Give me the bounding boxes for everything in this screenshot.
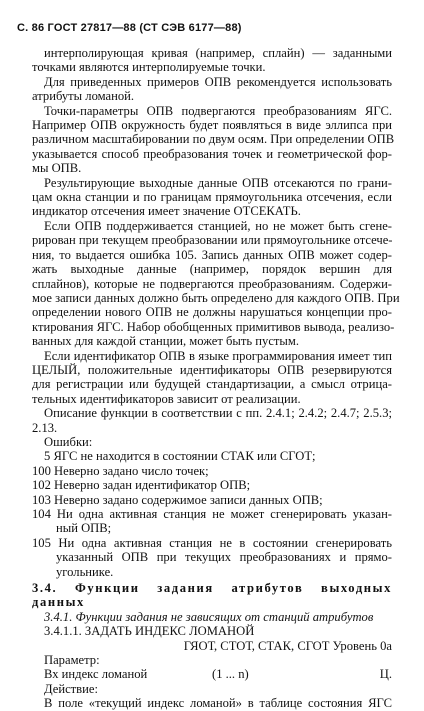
- errors-heading: Ошибки:: [44, 434, 93, 449]
- subsection-heading: 3.4.1. Функции задания не зависящих от станций атрибутов: [44, 609, 374, 624]
- error-item: 103 Неверно задано содержимое записи данных ОПВ;: [32, 492, 323, 507]
- error-item: 104 Ни одна активная станция не может сгенерировать указан-: [32, 507, 392, 521]
- error-item-continuation: ный ОПВ;: [56, 521, 112, 536]
- text-line: цам окна станции и по границам прямоугольника отсечения, если: [32, 190, 392, 205]
- text-line: жать выходные данные (например, порядок вершин для: [32, 262, 392, 277]
- text-line: 2.13.: [32, 420, 58, 435]
- text-line: Точки-параметры ОПВ подвергаются преобразованиям ЯГС.: [44, 103, 392, 118]
- text-line: атрибуты ломаной.: [32, 89, 135, 104]
- text-line: Если ОПВ поддерживается станцией, но не может быть сгене-: [44, 218, 392, 233]
- function-states-level: ГЯОТ, СТОТ, СТАК, СГОТ Уровень 0а: [183, 638, 392, 653]
- parameter-row: [32, 667, 392, 681]
- text-line: Результирующие выходные данные ОПВ отсекаются по грани-: [44, 175, 392, 190]
- section-heading-continuation: данных: [32, 595, 85, 610]
- text-line: для регистрации или будущей стандартизации, а смысл отрица-: [32, 377, 392, 392]
- error-item: 105 Ни одна активная станция не в состоянии сгенерировать: [32, 535, 392, 550]
- text-line: ЦЕЛЫЙ, положительные идентификаторы ОПВ резервируются: [32, 362, 392, 377]
- text-line: ванных для каждой станции, может быть пустым.: [32, 334, 299, 349]
- parameter-name: Вх индекс ломаной: [44, 667, 148, 682]
- page-header: С. 86 ГОСТ 27817—88 (СТ СЭВ 6177—88): [17, 22, 242, 34]
- function-title: 3.4.1.1. ЗАДАТЬ ИНДЕКС ЛОМАНОЙ: [44, 624, 255, 639]
- error-item: 102 Неверно задан идентификатор ОПВ;: [32, 478, 251, 493]
- text-line: мое записи данных должно быть определено для каждого ОПВ. При: [32, 290, 400, 305]
- error-item-continuation: угольнике.: [56, 564, 114, 579]
- text-line: мы ОПВ.: [32, 161, 82, 176]
- action-label: Действие:: [44, 681, 98, 696]
- text-line: В поле «текущий индекс ломаной» в таблице состояния ЯГС: [44, 696, 392, 711]
- text-line: ктирования ЯГС. Набор обобщенных примитивов вывода, реализо-: [32, 319, 395, 334]
- text-line: Для приведенных примеров ОПВ рекомендуется использовать: [44, 74, 392, 89]
- text-line: точками являются интерполируемые точки.: [32, 60, 266, 75]
- text-line: рирован при текущем преобразовании или прямоугольнике отсече-: [32, 233, 393, 248]
- text-line: индикатор отсечения имеет значение ОТСЕКАТЬ.: [32, 204, 301, 219]
- text-line: определении нового ОПВ не должны нарушаться концепции про-: [32, 305, 392, 320]
- page-body: [32, 46, 400, 711]
- error-item-continuation: указанный ОПВ при текущих преобразованиях и прямо-: [56, 550, 392, 565]
- text-line: Например ОПВ окружность будет появляться в виде эллипса при: [32, 118, 392, 133]
- text-line: различном масштабировании по двум осям. При определении ОПВ: [32, 132, 395, 147]
- text-line: Если идентификатор ОПВ в языке программирования имеет тип: [44, 348, 392, 363]
- section-heading: 3.4. Функции задания атрибутов выходных: [32, 581, 392, 596]
- parameter-range: (1 ... n): [212, 667, 249, 682]
- parameter-type: Ц.: [379, 667, 392, 682]
- text-line: тельных идентификаторов зависит от реализации.: [32, 391, 301, 406]
- text-line: Описание функции в соответствии с пп. 2.4.1; 2.4.2; 2.4.7; 2.5.3;: [44, 406, 392, 421]
- text-line: сплайнов), которые не подвергаются преобразованиям. Содержи-: [32, 276, 392, 291]
- error-item: 100 Неверно задано число точек;: [32, 463, 209, 478]
- text-line: указывается способ преобразования точек и геометрической фор-: [32, 146, 392, 161]
- parameter-label: Параметр:: [44, 653, 100, 668]
- error-item: 5 ЯГС не находится в состоянии СТАК или СГОТ;: [44, 449, 316, 464]
- text-line: ния, то выдается ошибка 105. Запись данных ОПВ может содер-: [32, 247, 392, 262]
- text-line: интерполирующая кривая (например, сплайн) — заданными: [44, 46, 392, 60]
